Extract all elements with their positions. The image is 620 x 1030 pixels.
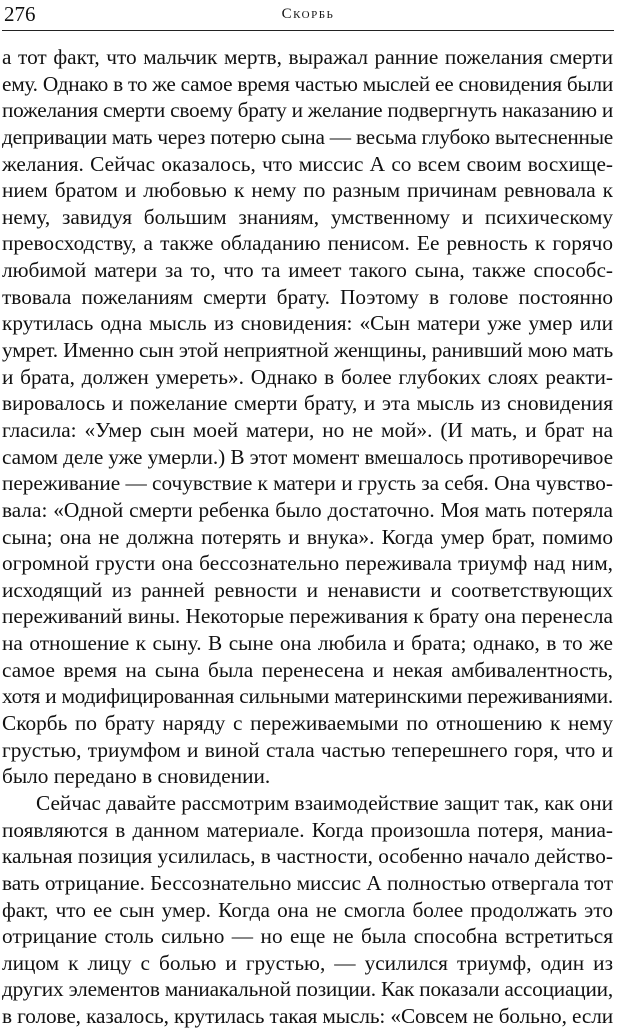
text-line: лицом к лицу с болью и грустью, — усилился триумф, один из bbox=[2, 950, 613, 975]
text-line: Скорбь по брату наряду с переживаемыми по отношению к нему bbox=[2, 711, 613, 736]
paragraph bbox=[2, 44, 613, 790]
text-line: пожелания смерти своему брату и желание подвергнуть наказанию и bbox=[2, 98, 613, 123]
text-line: исходящий из ранней ревности и ненависти и соответствующих bbox=[2, 577, 613, 602]
text-line: нему, завидуя большим знаниям, умственному и психическому bbox=[2, 204, 613, 229]
text-line: факт, что ее сын умер. Когда она не смогла более продолжать это bbox=[2, 897, 613, 922]
running-title: Скорбь bbox=[281, 6, 335, 22]
text-line: других элементов маниакальной позиции. Как показали ассоциации, bbox=[2, 977, 613, 1002]
text-line: твовала пожеланиям смерти брату. Поэтому в голове постоянно bbox=[2, 284, 613, 309]
text-line: Сейчас давайте рассмотрим взаимодействие защит так, как они bbox=[36, 790, 613, 815]
text-line: появляются в данном материале. Когда произошла потеря, маниа- bbox=[2, 817, 613, 842]
text-line: кальная позиция усилилась, в частности, особенно начало действо- bbox=[2, 844, 613, 869]
text-line: хотя и модифицированная сильными материнскими переживаниями. bbox=[2, 684, 613, 709]
text-line: депривации мать через потерю сына — весьма глубоко вытесненные bbox=[2, 124, 613, 149]
text-line: вировалось и пожелание смерти брату, и эта мысль из сновидения bbox=[2, 391, 613, 416]
body-text bbox=[2, 44, 613, 1030]
text-line: гласила: «Умер сын моей матери, но не мой». (И мать, и брат на bbox=[2, 417, 613, 442]
page-number: 276 bbox=[4, 2, 36, 26]
text-line: переживаний вины. Некоторые переживания к брату она перенесла bbox=[2, 604, 613, 629]
text-line: отрицание столь сильно — но еще не была способна встретиться bbox=[2, 924, 613, 949]
text-line: вать отрицание. Бессознательно миссис А полностью отвергала тот bbox=[2, 870, 613, 895]
text-line: ему. Однако в то же самое время частью мыслей ее сновидения были bbox=[2, 71, 613, 96]
text-line: вала: «Одной смерти ребенка было достаточно. Моя мать потеряла bbox=[2, 497, 613, 522]
text-line: и брата, должен умереть». Однако в более глубоких слоях реакти- bbox=[2, 364, 613, 389]
paragraph bbox=[2, 790, 613, 1030]
text-line: превосходству, а также обладанию пенисом. Ее ревность к горячо bbox=[2, 231, 613, 256]
text-line: умрет. Именно сын этой неприятной женщины, ранивший мою мать bbox=[2, 338, 613, 363]
text-line: а тот факт, что мальчик мертв, выражал ранние пожелания смерти bbox=[2, 45, 613, 69]
text-line: переживание — сочувствие к матери и грусть за себя. Она чувство- bbox=[2, 471, 613, 496]
text-line: было передано в сновидении. bbox=[2, 764, 271, 789]
running-head bbox=[2, 0, 614, 38]
text-line: любимой матери за то, что та имеет такого сына, также способс- bbox=[2, 258, 613, 283]
text-line: крутилась одна мысль из сновидения: «Сын матери уже умер или bbox=[2, 311, 613, 336]
text-line: нием братом и любовью к нему по разным причинам ревновала к bbox=[2, 178, 613, 203]
text-line: сына; она не должна потерять и внука». Когда умер брат, помимо bbox=[2, 524, 613, 549]
text-line: самом деле уже умерли.) В этот момент вмешалось противоречивое bbox=[2, 444, 613, 469]
text-line: в голове, казалось, крутилась такая мысль: «Совсем не больно, если bbox=[2, 1004, 613, 1029]
text-line: огромной грусти она бессознательно переживала триумф над ним, bbox=[2, 551, 613, 576]
text-line: грустью, триумфом и виной стала частью теперешнего горя, что и bbox=[2, 737, 613, 762]
text-line: желания. Сейчас оказалось, что миссис А со всем своим восхище- bbox=[2, 151, 613, 176]
text-line: на отношение к сыну. В сыне она любила и брата; однако, в то же bbox=[2, 631, 613, 656]
text-line: самое время на сына была перенесена и некая амбивалентность, bbox=[2, 657, 613, 682]
header-rule bbox=[2, 30, 614, 31]
